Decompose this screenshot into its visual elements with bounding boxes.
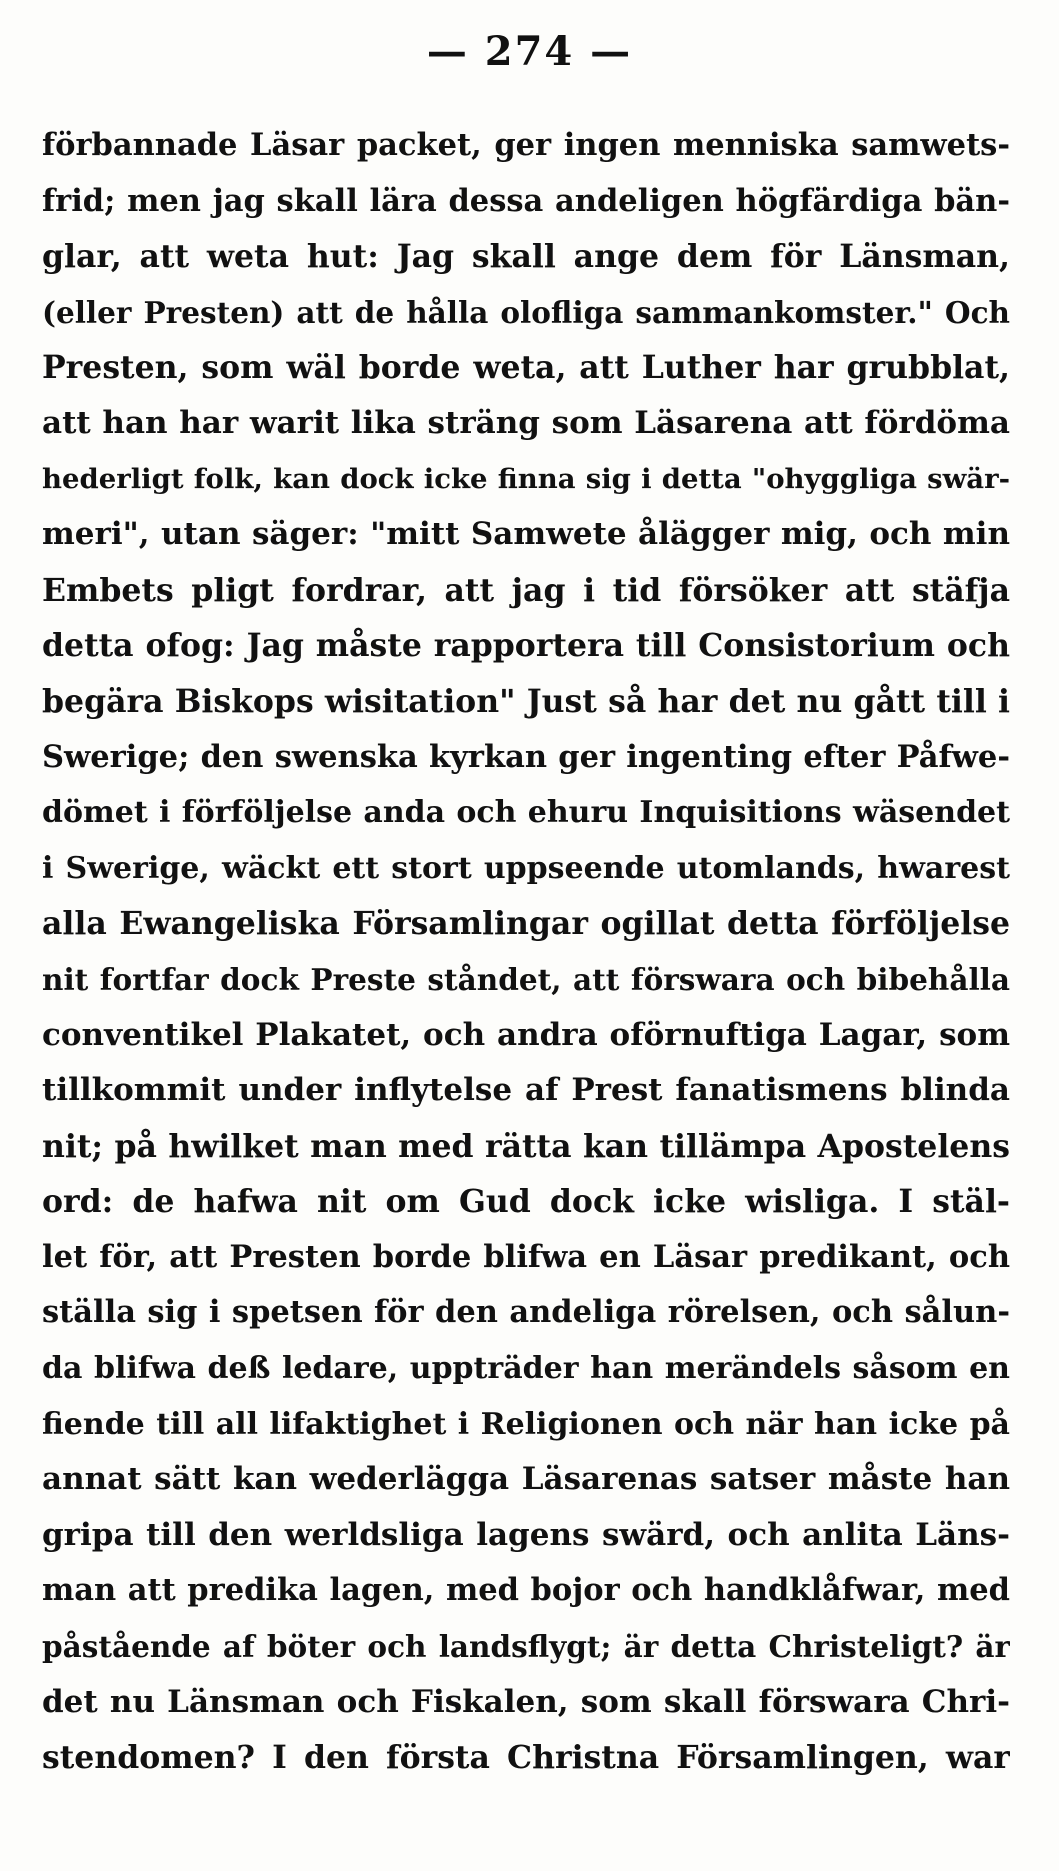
text-line: fiende till all lifaktighet i Religionen och när han icke på bbox=[42, 1406, 1010, 1442]
page-number: — 274 — bbox=[426, 28, 633, 75]
text-line: meri", utan säger: "mitt Samwete ålägger mig, och min bbox=[42, 516, 1010, 553]
text-line: förbannade Läsar packet, ger ingen menniska samwets- bbox=[42, 127, 1010, 163]
text-line: det nu Länsman och Fiskalen, som skall förswara Chri- bbox=[42, 1683, 1010, 1720]
text-line: tillkommit under inflytelse af Prest fanatismens blinda bbox=[42, 1072, 1010, 1109]
text-line: stendomen? I den första Christna Församlingen, war bbox=[42, 1739, 1010, 1777]
text-line: nit; på hwilket man med rätta kan tillämpa Apostelens bbox=[42, 1127, 1010, 1165]
text-line: begära Biskops wisitation" Just så har det nu gått till i bbox=[42, 682, 1010, 720]
text-line: i Swerige, wäckt ett stort uppseende utomlands, hwarest bbox=[42, 850, 1010, 886]
text-line: (eller Presten) att de hålla olofliga sammankomster." Och bbox=[42, 294, 1010, 330]
text-line: frid; men jag skall lära dessa andeligen högfärdiga bän- bbox=[42, 182, 1010, 219]
text-line: att han har warit lika sträng som Läsarena att fördöma bbox=[42, 404, 1010, 441]
text-line: ställa sig i spetsen för den andeliga rörelsen, och sålun- bbox=[42, 1294, 1010, 1331]
text-line: Presten, som wäl borde weta, att Luther har grubblat, bbox=[42, 349, 1010, 387]
text-line: let för, att Presten borde blifwa en Läsar predikant, och bbox=[42, 1238, 1010, 1275]
text-line: glar, att weta hut: Jag skall ange dem för Länsman, bbox=[42, 238, 1010, 276]
text-line: conventikel Plakatet, och andra oförnuftiga Lagar, som bbox=[42, 1016, 1010, 1053]
text-line: Swerige; den swenska kyrkan ger ingenting efter Påfwe- bbox=[42, 738, 1010, 775]
text-line: man att predika lagen, med bojor och handklåfwar, med bbox=[42, 1572, 1010, 1609]
text-line: ord: de hafwa nit om Gud dock icke wisliga. I stäl- bbox=[42, 1183, 1010, 1221]
text-line: nit fortfar dock Preste ståndet, att förswara och bibehålla bbox=[42, 961, 1010, 997]
text-line: alla Ewangeliska Församlingar ogillat detta förföljelse bbox=[42, 905, 1010, 943]
text-line: dömet i förföljelse anda och ehuru Inquisitions wäsendet bbox=[42, 795, 1010, 831]
text-line: gripa till den werldsliga lagens swärd, och anlita Läns- bbox=[42, 1516, 1010, 1553]
text-line: da blifwa deß ledare, uppträder han merändels såsom en bbox=[42, 1351, 1010, 1387]
text-line: påstående af böter och landsflygt; är detta Christeligt? är bbox=[42, 1629, 1010, 1665]
body-text bbox=[42, 118, 1010, 1786]
text-line: Embets pligt fordrar, att jag i tid försöker att stäfja bbox=[42, 571, 1010, 609]
text-line: detta ofog: Jag måste rapportera till Consistorium och bbox=[42, 627, 1010, 665]
text-line: annat sätt kan wederlägga Läsarenas satser måste han bbox=[42, 1461, 1010, 1498]
text-line: hederligt folk, kan dock icke finna sig i detta "ohyggliga swär- bbox=[42, 462, 1010, 495]
